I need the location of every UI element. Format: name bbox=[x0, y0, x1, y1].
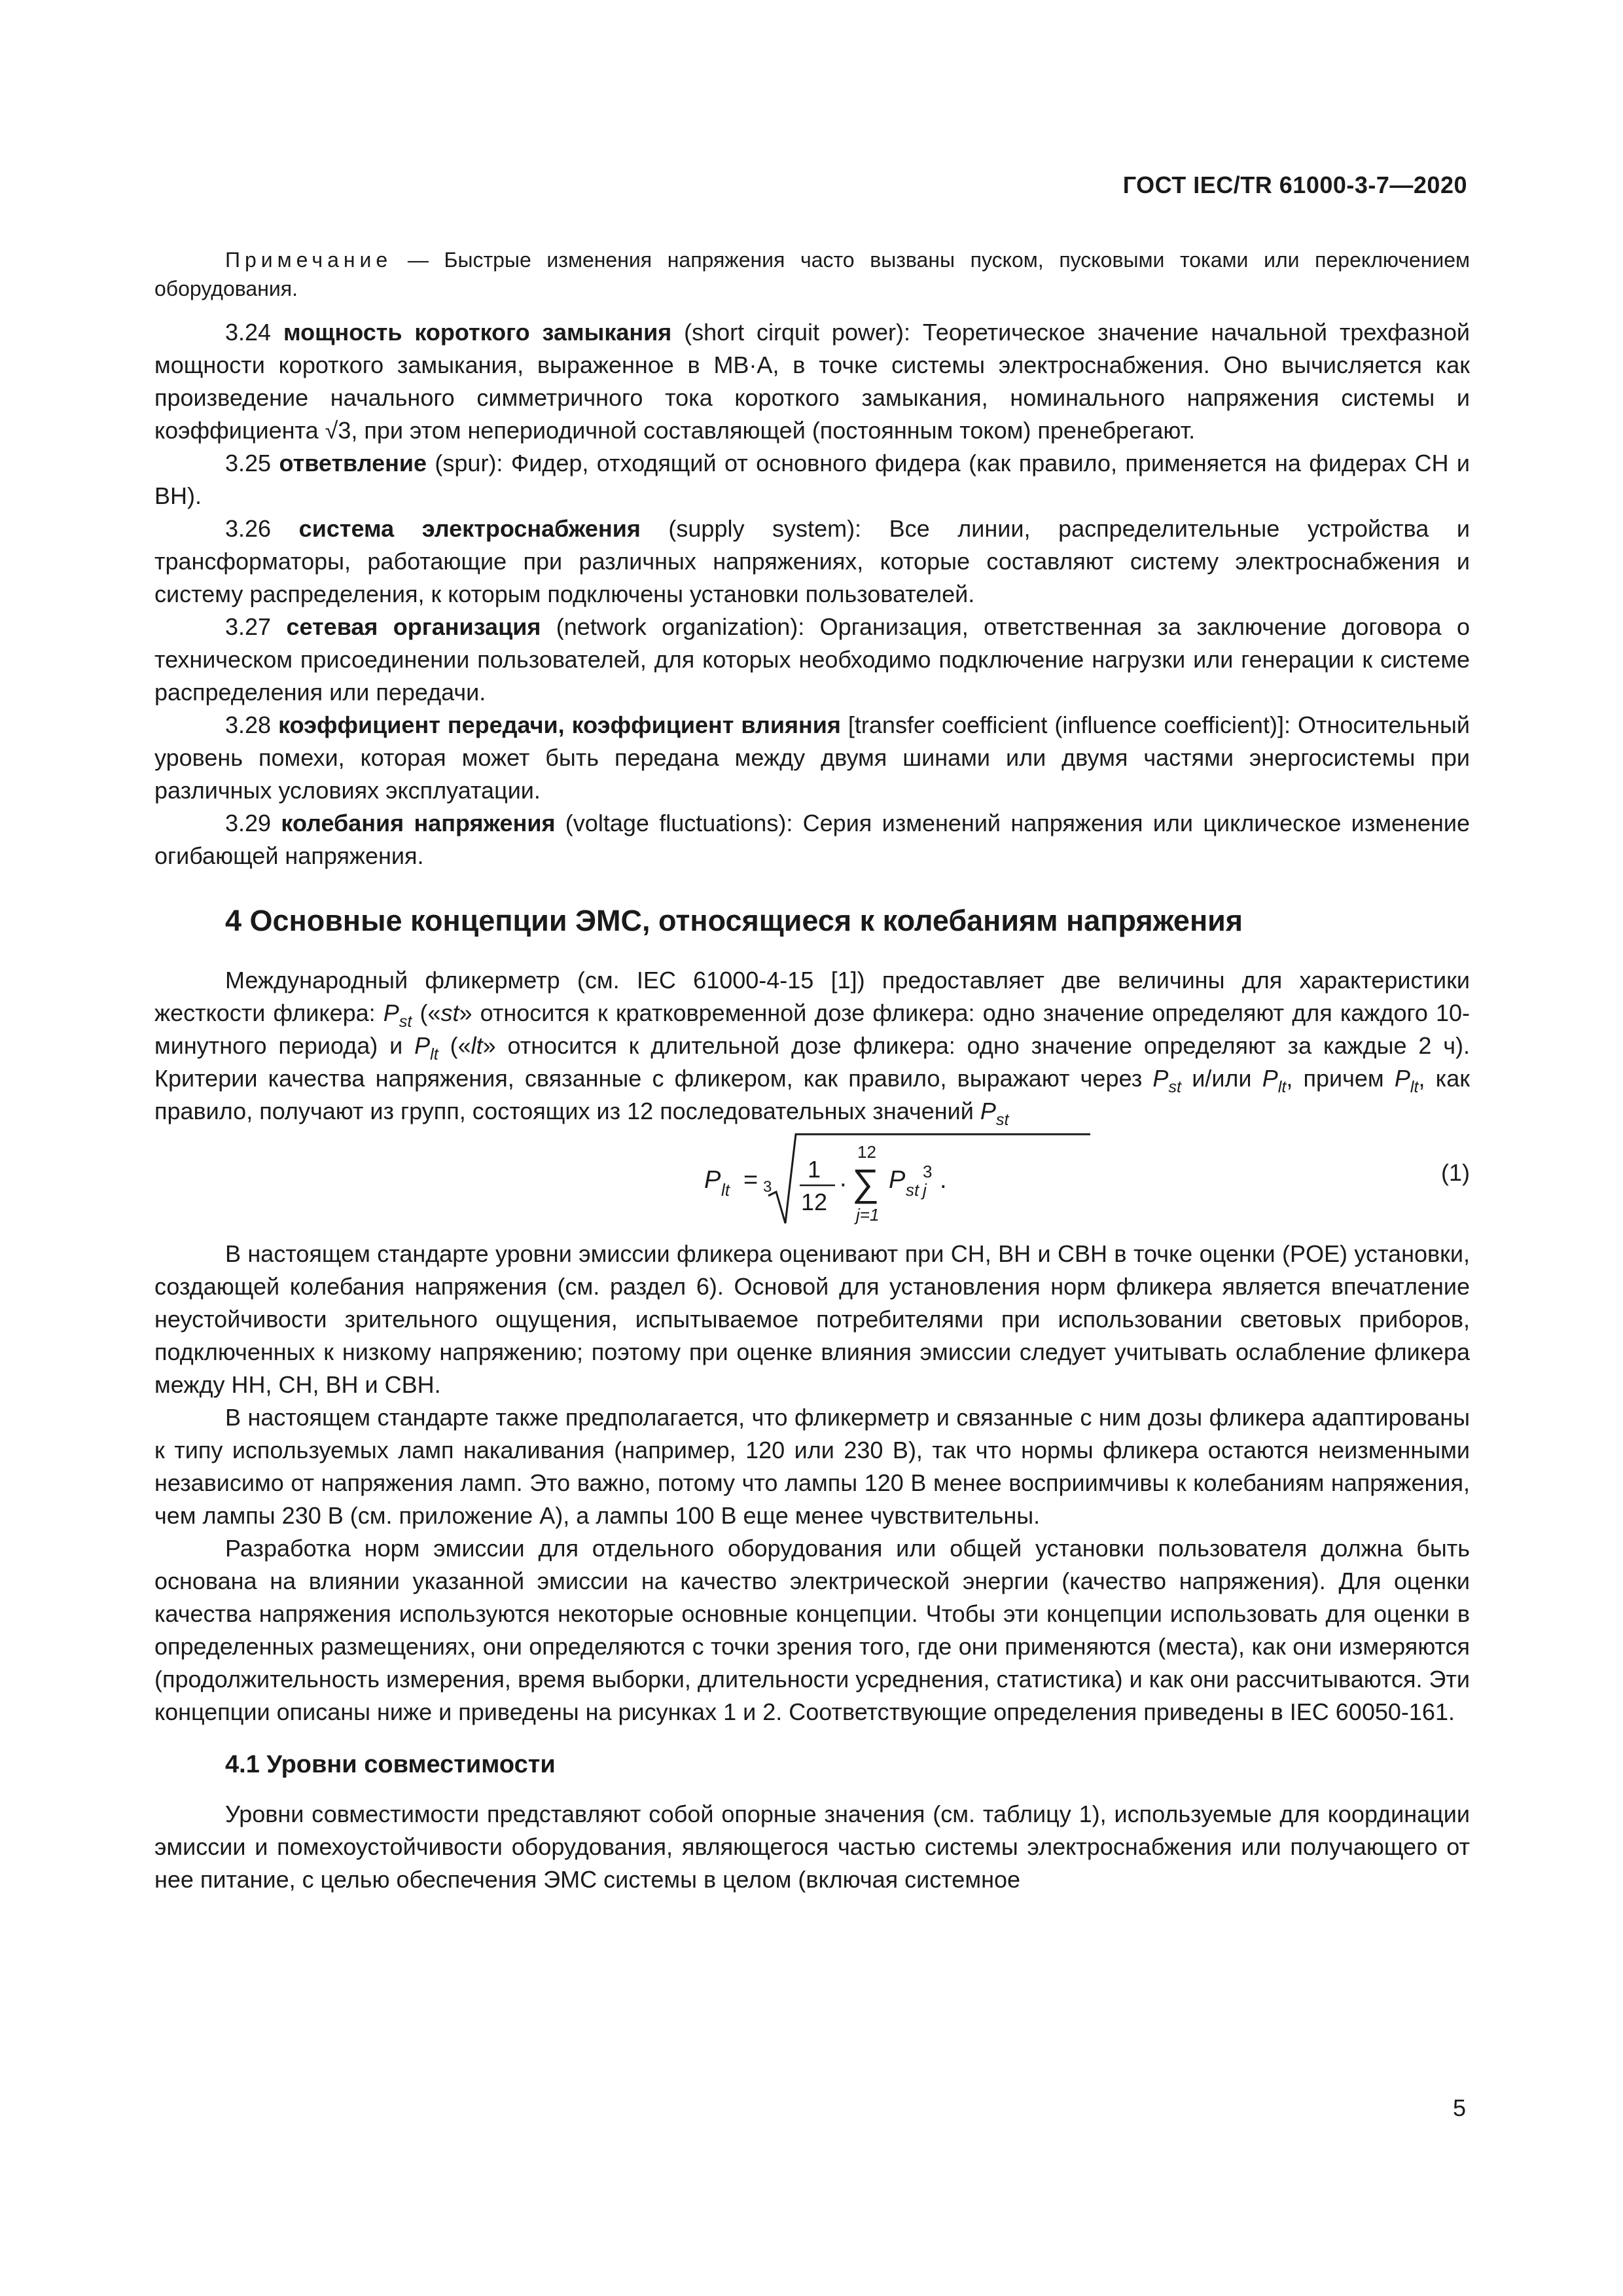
formula-frac-num: 1 bbox=[808, 1156, 821, 1183]
formula-sum-top: 12 bbox=[857, 1142, 876, 1162]
formula-root-index: 3 bbox=[763, 1178, 772, 1196]
section-4-heading: 4 Основные концепции ЭМС, относящиеся к колебаниям напряжения bbox=[225, 904, 1243, 937]
term-3-24: 3.24 мощность короткого замыкания (short cirquit power): Теоретическое значение начальной трехфазной мощности короткого замыкания, выраженное в МВ·А, в точке системы электроснабжения. Оно вычисляется как произведение начального симметричного тока короткого замыкания, номинального напряжения системы и коэффициента √3, при этом непериодичной составляющей (постоянным током) пренебрегают. bbox=[154, 319, 1470, 444]
formula-period: . bbox=[940, 1166, 947, 1194]
formula-1 bbox=[704, 1130, 1149, 1227]
term-3-26: 3.26 система электроснабжения (supply system): Все линии, распределительные устройства и трансформаторы, работающие при различных напряжениях, которые составляют систему электроснабжения и систему распределения, к которым подключены установки пользователей. bbox=[154, 515, 1470, 607]
section-4-intro: Международный фликерметр (см. IEC 61000-4-15 [1]) предоставляет две величины для характеристики жесткости фликера: $P_{st}$ («st» относится к кратковременной дозе фликера: одно значение определяют для каждого 10-минутного периода) и $P_{lt}$ («lt» относится к длительной дозе фликера: одно значение определяют за каждые 2 ч). Критерии качества напряжения, связанные с фликером, как правило, выражают через $P_{st}$ и/или $P_{lt}$, причем $P_{lt}$, как правило, получают из групп, состоящих из 12 последовательных значений $P_{st}$ bbox=[154, 967, 1471, 1129]
term-3-27: 3.27 сетевая организация (network organization): Организация, ответственная за заключение договора о техническом присоединении пользователей, для которых необходимо подключение нагрузки или генерации к системе распределения или передачи. bbox=[154, 613, 1470, 706]
formula-equals: = bbox=[743, 1166, 758, 1194]
formula-number: (1) bbox=[1441, 1159, 1470, 1186]
formula-lhs-sub: lt bbox=[721, 1180, 730, 1200]
section-4-1-heading: 4.1 Уровни совместимости bbox=[225, 1751, 556, 1778]
term-title: ответвление bbox=[279, 450, 427, 476]
paragraph: Разработка норм эмиссии для отдельного оборудования или общей установки пользователя должна быть основана на влиянии указанной эмиссии на качество электрической энергии (качество напряжения). Для оценки качества напряжения используются некоторые основные концепции. Чтобы эти концепции использовать для оценки в определенных размещениях, они определяются с точки зрения того, где они применяются (места), как они измеряются (продолжительность измерения, время выборки, длительности усреднения, статистика) и как они рассчитываются. Эти концепции описаны ниже и приведены на рисунках 1 и 2. Соответствующие определения приведены в IEC 60050-161. bbox=[154, 1535, 1470, 1725]
term-3-29: 3.29 колебания напряжения (voltage fluctuations): Серия изменений напряжения или циклическое изменение огибающей напряжения. bbox=[154, 810, 1470, 869]
note-paragraph bbox=[154, 245, 1470, 303]
paragraph: В настоящем стандарте также предполагается, что фликерметр и связанные с ним дозы фликера адаптированы к типу используемых ламп накаливания (например, 120 или 230 В), так что нормы фликера остаются неизменными независимо от напряжения ламп. Это важно, потому что лампы 120 В менее восприимчивы к колебаниям напряжения, чем лампы 230 В (см. приложение А), а лампы 100 В еще менее чувствительны. bbox=[154, 1404, 1470, 1529]
document-header: ГОСТ IEC/TR 61000-3-7—2020 bbox=[1122, 171, 1467, 198]
page-number: 5 bbox=[1452, 2094, 1466, 2121]
term-title: колебания напряжения bbox=[281, 810, 556, 836]
term-3-25: 3.25 ответвление (spur): Фидер, отходящий от основного фидера (как правило, применяется на фидерах СН и ВН). bbox=[154, 450, 1470, 509]
term-3-28: 3.28 коэффициент передачи, коэффициент влияния [transfer coefficient (influence coefficient)]: Относительный уровень помехи, которая может быть передана между двумя шинами или двумя частями энергосистемы при различных условиях эксплуатации. bbox=[154, 711, 1470, 804]
formula-body-p: P bbox=[889, 1166, 906, 1194]
formula-frac-den: 12 bbox=[801, 1189, 828, 1215]
term-title: коэффициент передачи, коэффициент влияния bbox=[278, 711, 841, 738]
paragraph: В настоящем стандарте уровни эмиссии фликера оценивают при СН, ВН и СВН в точке оценки (POE) установки, создающей колебания напряжения (см. раздел 6). Основой для установления норм фликера является впечатление неустойчивости зрительного ощущения, испытываемое потребителями при использовании световых приборов, подключенных к низкому напряжению; поэтому при оценке влияния эмиссии следует учитывать ослабление фликера между НН, СН, ВН и СВН. bbox=[154, 1240, 1470, 1398]
term-title: система электроснабжения bbox=[298, 515, 641, 542]
formula-dot: · bbox=[839, 1170, 847, 1198]
note-text: — Быстрые изменения напряжения часто вызваны пуском, пусковыми токами или переключением оборудования. bbox=[154, 248, 1470, 300]
formula-body-j: j bbox=[923, 1180, 927, 1200]
paragraph: Уровни совместимости представляют собой опорные значения (см. таблицу 1), используемые для координации эмиссии и помехоустойчивости оборудования, являющегося частью системы электроснабжения или получающего от нее питание, с целью обеспечения ЭМС системы в целом (включая системное bbox=[154, 1801, 1470, 1893]
formula-body-sub: st bbox=[906, 1180, 919, 1200]
term-title: сетевая организация bbox=[286, 613, 541, 640]
formula-sum-sign: ∑ bbox=[852, 1162, 880, 1204]
page-content bbox=[154, 245, 1470, 1896]
formula-body-exp: 3 bbox=[923, 1162, 933, 1181]
note-label: Примечание bbox=[225, 248, 393, 272]
term-title: мощность короткого замыкания bbox=[283, 319, 672, 346]
formula-row bbox=[154, 1130, 1470, 1227]
formula-lhs-p: P bbox=[704, 1166, 721, 1194]
formula-sum-bottom: j=1 bbox=[856, 1205, 880, 1225]
